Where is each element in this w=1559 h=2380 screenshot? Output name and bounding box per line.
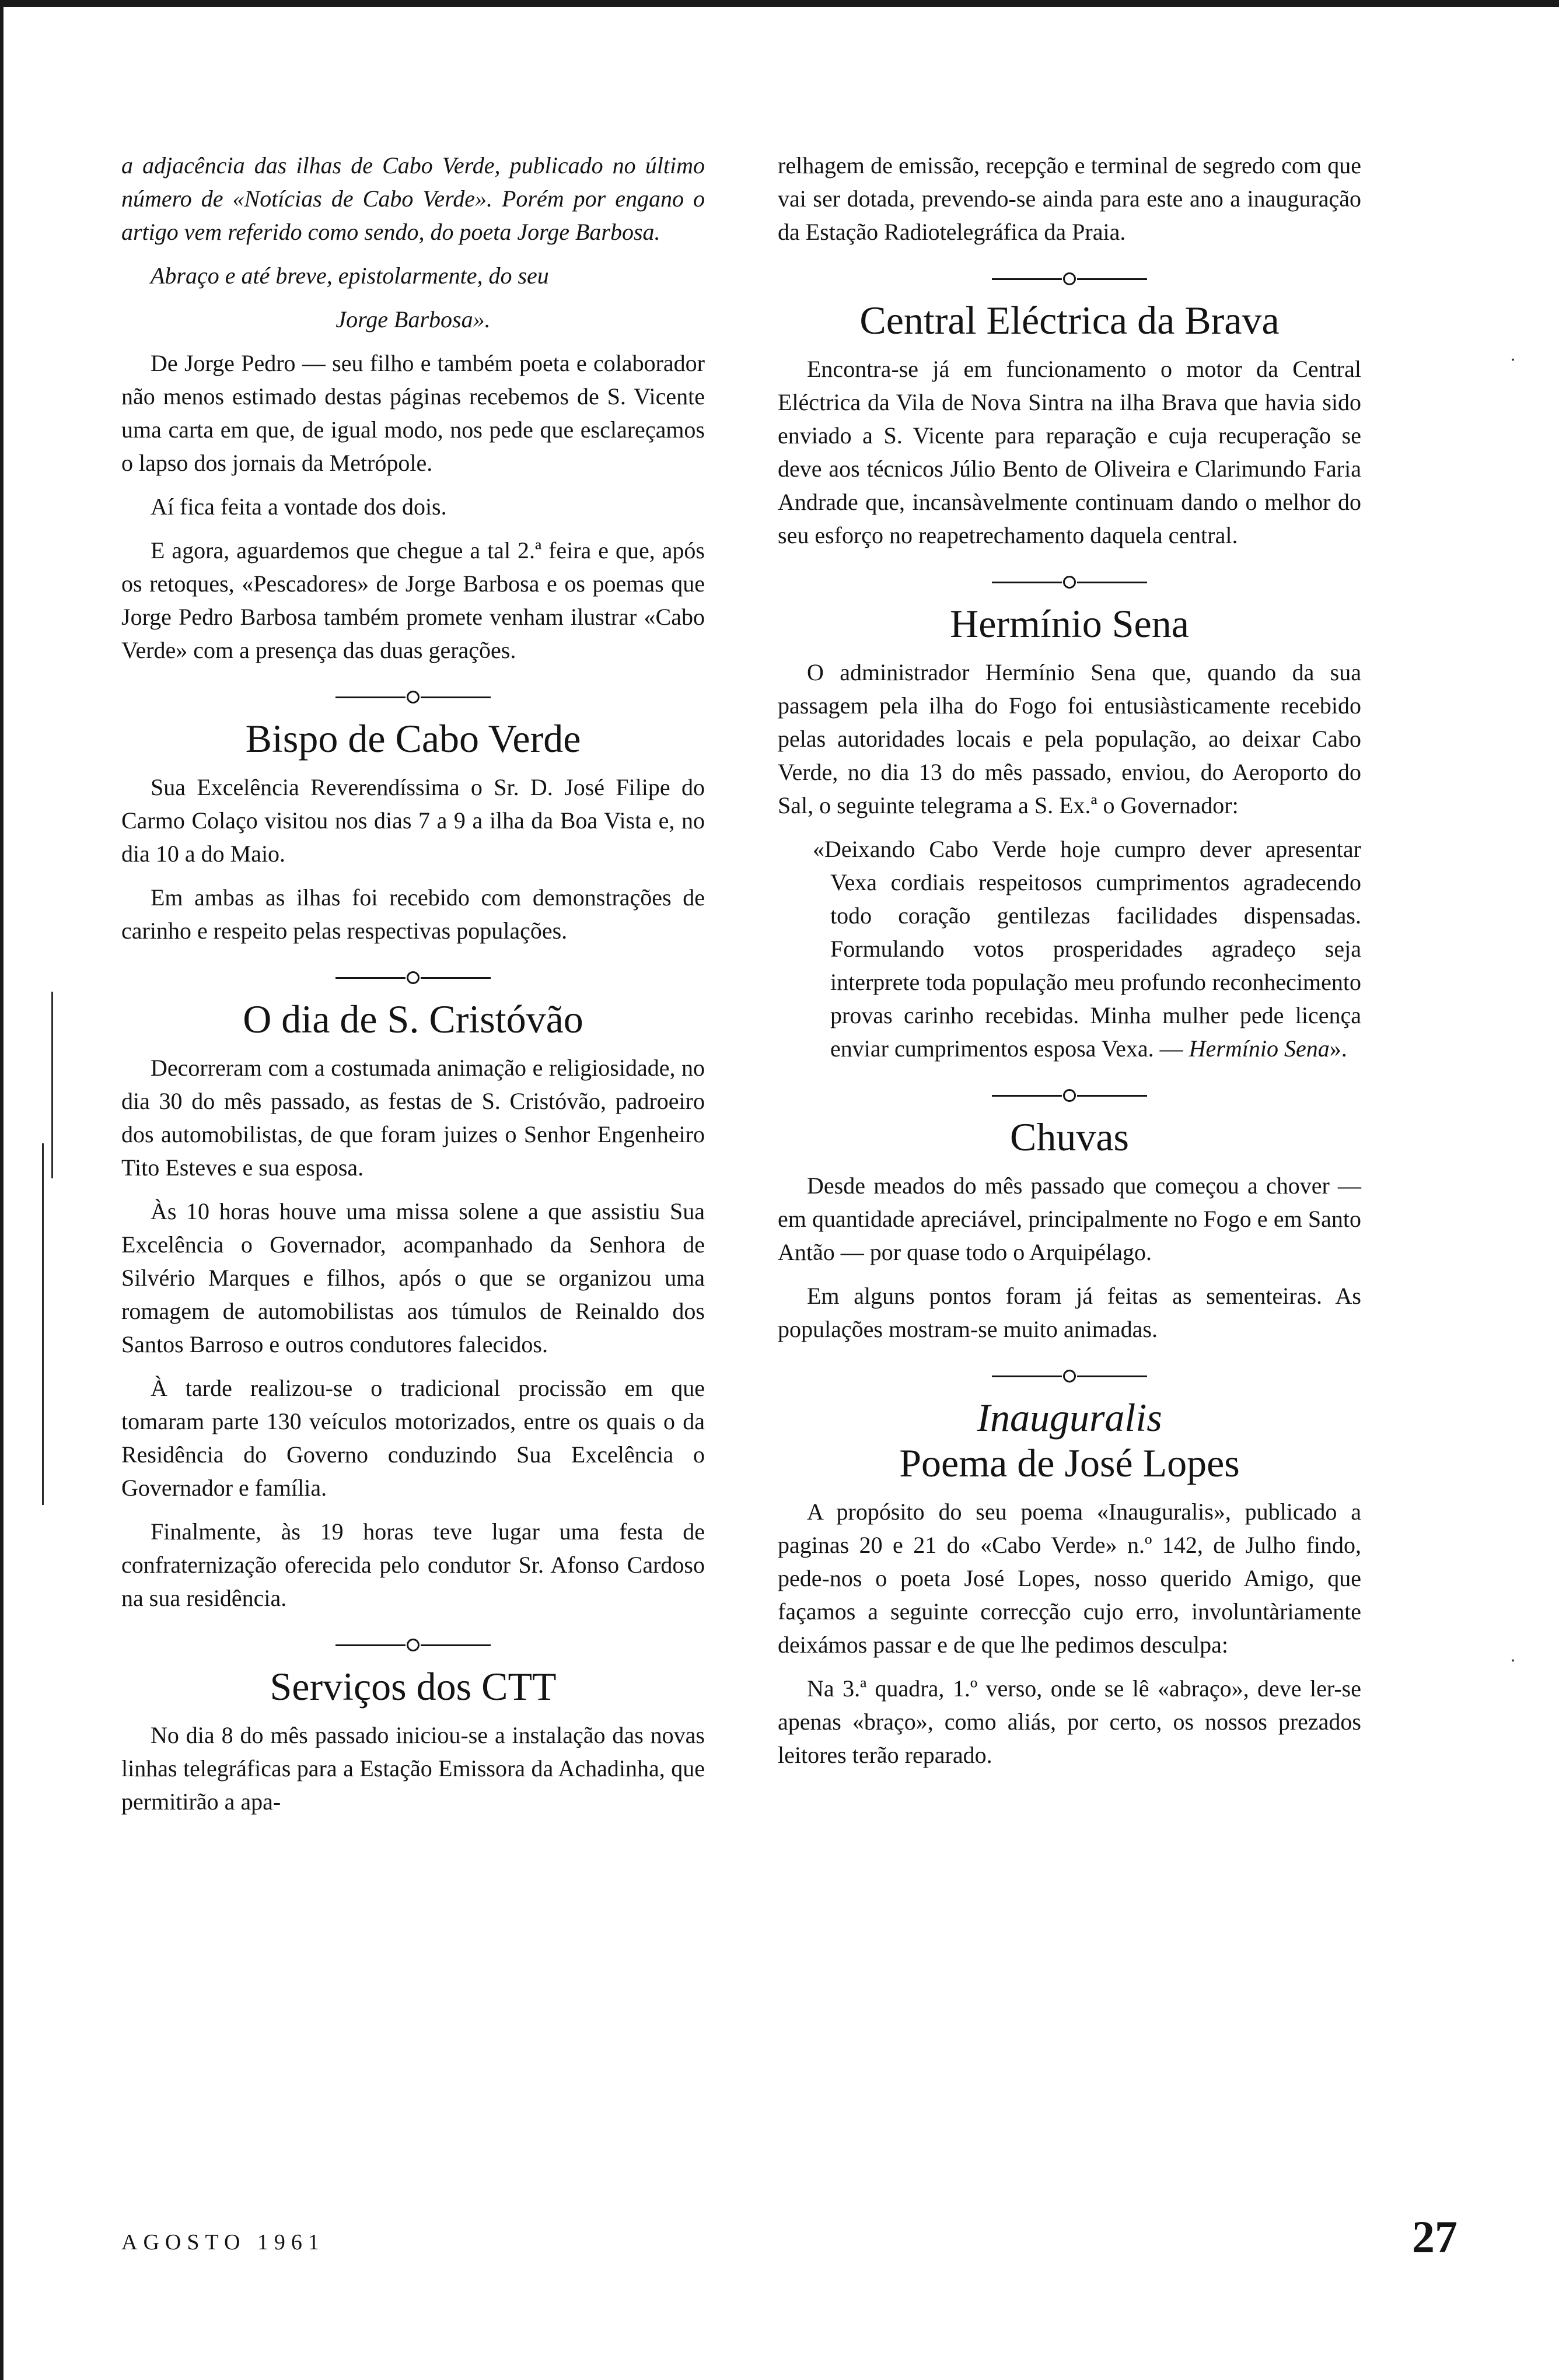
paragraph: E agora, aguardemos que chegue a tal 2.ª feira e que, após os retoques, «Pescadores» de Jorge Barbosa e os poemas que Jorge Pedro Barbosa também promete venham ilustrar «Cabo Verde» com a presença das duas gerações. <box>121 537 705 663</box>
margin-speck: ⋅ <box>1510 1651 1516 1671</box>
section-subtitle-jose-lopes: Poema de José Lopes <box>899 1441 1240 1485</box>
telegram-quote <box>778 832 1361 1065</box>
section-title-ctt: Serviços dos CTT <box>270 1664 557 1709</box>
paragraph: No dia 8 do mês passado iniciou-se a instalação das novas linhas telegráficas para a Estação Emissora da Achadinha, que permitirão a apa- <box>121 1722 705 1815</box>
signature: Jorge Barbosa». <box>335 306 491 332</box>
paragraph: Decorreram com a costumada animação e religiosidade, no dia 30 do mês passado, as festas de S. Cristóvão, padroeiro dos automobilistas, de que foram juizes o Senhor Engenheiro Tito Esteves e sua esposa. <box>121 1055 705 1181</box>
section-title-inauguralis: Inauguralis <box>977 1395 1162 1440</box>
telegram-end: ». <box>1329 1035 1347 1062</box>
section-separator <box>121 1632 705 1656</box>
binding-mark <box>51 992 53 1178</box>
paragraph: Em alguns pontos foram já feitas as sementeiras. As populações mostram-se muito animadas. <box>778 1283 1361 1342</box>
section-separator <box>121 965 705 988</box>
paragraph: À tarde realizou-se o tradicional procissão em que tomaram parte 130 veículos motorizados, entre os quais o da Residência do Governo conduzindo Sua Excelência o Governador e família. <box>121 1375 705 1501</box>
left-column <box>121 149 705 1829</box>
telegram-signature: Hermínio Sena <box>1189 1035 1330 1062</box>
section-title-brava: Central Eléctrica da Brava <box>859 298 1280 342</box>
paragraph: Desde meados do mês passado que começou a chover — em quantidade apreciável, principalmente no Fogo e em Santo Antão — por quase todo o Arquipélago. <box>778 1172 1361 1265</box>
section-title-bispo: Bispo de Cabo Verde <box>245 716 581 761</box>
paragraph: A propósito do seu poema «Inauguralis», publicado a paginas 20 e 21 do «Cabo Verde» n.º 142, de Julho findo, pede-nos o poeta José Lopes, nosso querido Amigo, que façamos a seguinte correcção cujo erro, involuntàriamente deixámos passar e de que lhe pedimos desculpa: <box>778 1499 1361 1658</box>
paragraph: Sua Excelência Reverendíssima o Sr. D. José Filipe do Carmo Colaço visitou nos dias 7 a 9 a ilha da Boa Vista e, no dia 10 a do Maio. <box>121 774 705 867</box>
page-edge-left <box>0 0 4 2380</box>
section-separator <box>121 684 705 708</box>
paragraph: Às 10 horas houve uma missa solene a que assistiu Sua Excelência o Governador, acompanhado da Senhora de Silvério Marques e filhos, após o que se organizou uma romagem de automobilistas aos túmulos de Reinaldo dos Santos Barroso e outros condutores falecidos. <box>121 1198 705 1357</box>
section-separator <box>778 266 1361 289</box>
section-separator <box>778 569 1361 593</box>
section-separator <box>778 1083 1361 1106</box>
binding-mark <box>42 1143 44 1505</box>
right-column <box>778 149 1361 1782</box>
paragraph: Em ambas as ilhas foi recebido com demonstrações de carinho e respeito pelas respectivas populações. <box>121 884 705 944</box>
footer-page-number: 27 <box>1412 2211 1457 2262</box>
paragraph: Encontra-se já em funcionamento o motor da Central Eléctrica da Vila de Nova Sintra na ilha Brava que havia sido enviado a S. Vicente para reparação e cuja recuperação se deve aos técnicos Júlio Bento de Oliveira e Clarimundo Faria Andrade que, incansàvelmente continuam dando o melhor do seu esforço no reapetrechamento daquela central. <box>778 356 1361 548</box>
section-title-chuvas: Chuvas <box>1010 1115 1129 1159</box>
section-separator <box>778 1363 1361 1387</box>
page-edge-top <box>0 0 1559 7</box>
telegram-text: «Deixando Cabo Verde hoje cumpro dever apresentar Vexa cordiais respeitosos cumprimentos agradecendo todo coração gentilezas facilidades dispensadas. Formulando votos prosperidades agradeço seja interprete toda população meu profundo reconhecimento provas carinho recebidas. Minha mulher pede licença enviar cumprimentos esposa Vexa. — <box>813 836 1361 1062</box>
section-title-cristovao: O dia de S. Cristóvão <box>243 997 583 1041</box>
continuation-paragraph: relhagem de emissão, recepção e terminal de segredo com que vai ser dotada, prevendo-se ainda para este ano a inauguração da Estação Radiotelegráfica da Praia. <box>778 152 1361 245</box>
section-title-sena: Hermínio Sena <box>950 601 1189 646</box>
intro-paragraph: a adjacência das ilhas de Cabo Verde, publicado no último número de «Notícias de Cabo Verde». Porém por engano o artigo vem referido como sendo, do poeta Jorge Barbosa. <box>121 152 705 245</box>
paragraph: Na 3.ª quadra, 1.º verso, onde se lê «abraço», deve ler-se apenas «braço», como aliás, por certo, os nossos prezados leitores terão reparado. <box>778 1675 1361 1768</box>
closing-line: Abraço e até breve, epistolarmente, do seu <box>151 262 549 289</box>
paragraph: O administrador Hermínio Sena que, quando da sua passagem pela ilha do Fogo foi entusiàsticamente recebido pelas autoridades locais e pela população, ao deixar Cabo Verde, no dia 13 do mês passado, enviou, do Aeroporto do Sal, o seguinte telegrama a S. Ex.ª o Governador: <box>778 659 1361 818</box>
paragraph: De Jorge Pedro — seu filho e também poeta e colaborador não menos estimado destas páginas recebemos de S. Vicente uma carta em que, de igual modo, nos pede que esclareçamos o lapso dos jornais da Metrópole. <box>121 350 705 476</box>
footer-issue-date: AGOSTO 1961 <box>121 2230 325 2255</box>
paragraph: Aí fica feita a vontade dos dois. <box>151 494 447 520</box>
paragraph: Finalmente, às 19 horas teve lugar uma festa de confraternização oferecida pelo condutor Sr. Afonso Cardoso na sua residência. <box>121 1518 705 1611</box>
margin-speck: ⋅ <box>1510 351 1516 370</box>
